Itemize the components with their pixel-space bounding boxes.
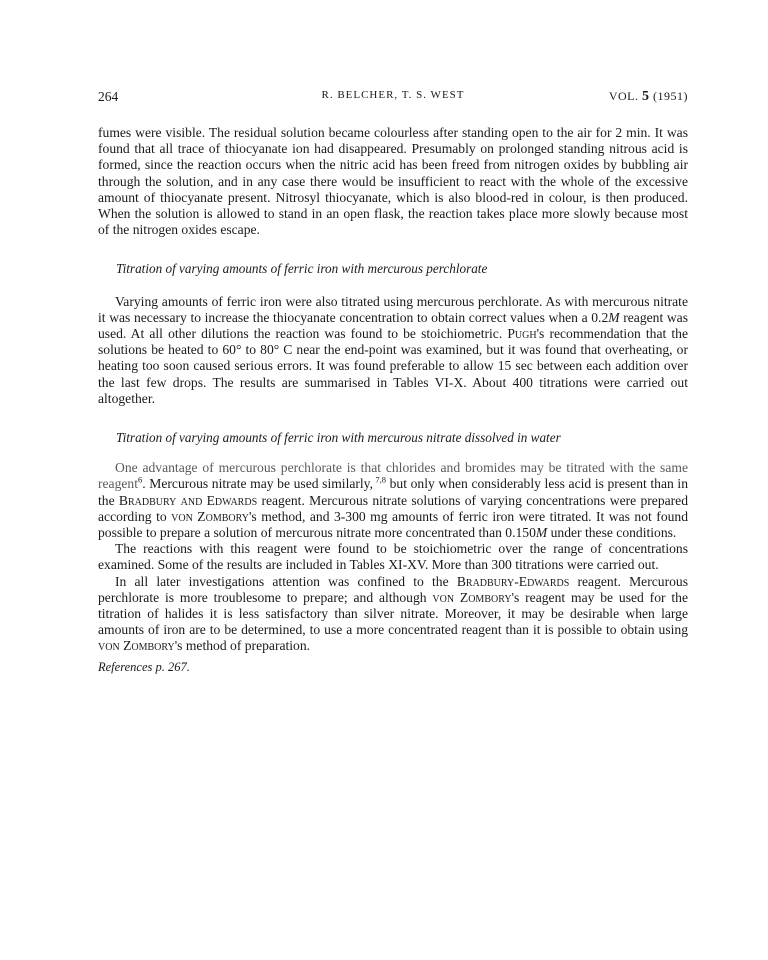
author-name-zombory-3: von Zombory xyxy=(98,638,175,654)
volume-prefix: VOL. xyxy=(608,89,639,103)
page-number: 264 xyxy=(98,89,119,104)
running-head-authors: R. BELCHER, T. S. WEST xyxy=(321,89,465,101)
author-name-zombory: von Zombory xyxy=(171,508,249,524)
volume-number: 5 xyxy=(642,89,650,104)
citation-6: 6 xyxy=(138,474,143,485)
perchlorate-paragraph: Varying amounts of ferric iron were also titrated using mercurous perchlorate. As with mercurous nitrate it was necessary to increase the thiocyanate concentration to obtain correct values when a 0.2M reagent was used. At all other dilutions the reaction was found to be stoichiometric. Pugh's recommendation that the solutions be heated to 60° to 80° C near the end-point was examined, but it was found that overheating, or heating too soon caused serious errors. It was found preferable to allow 15 sec between each addition over the last few drops. The results are summarised in Tables VI-X. About 400 titrations were carried out altogether. xyxy=(98,293,689,406)
nitrate-paragraph-3: In all later investigations attention was confined to the Bradbury-Edwards reagent. Mercurous perchlorate is more troublesome to prepare; and although von Zombory's reagent may be used for the titration of halides it is less satisfactory than silver nitrate. Moreover, it may be desirable when large amounts of iron are to be determined, to use a more concentrated reagent than it is possible to obtain using von Zombory's method of preparation. xyxy=(98,573,688,654)
citation-7-8: 7,8 xyxy=(373,474,386,485)
section-heading-perchlorate: Titration of varying amounts of ferric iron with mercurous perchlorate xyxy=(116,261,488,277)
running-head xyxy=(98,86,688,108)
volume-info xyxy=(609,89,688,105)
author-name-pugh: Pugh xyxy=(507,326,537,342)
author-name-bradbury-edwards: Bradbury and Edwards xyxy=(118,492,258,508)
page xyxy=(98,86,688,675)
section-heading-nitrate: Titration of varying amounts of ferric iron with mercurous nitrate dissolved in water xyxy=(116,430,561,446)
volume-year: (1951) xyxy=(653,89,688,103)
author-name-bradbury-edwards-2: Bradbury-Edwards xyxy=(456,573,570,589)
author-name-zombory-2: von Zombory xyxy=(432,589,512,605)
intro-paragraph: fumes were visible. The residual solution became colourless after standing open to the air for 2 min. It was found that all trace of thiocyanate ion had disappeared. Presumably on prolonged standing nitrous acid is formed, since the reaction occurs when the nitric acid has been freed from nitrogen oxides by bubbling air through the solution, and in any case there would be insufficient to react with the whole of the excessive amount of thiocyanate present. Nitrosyl thiocyanate, which is also blood-red in colour, is then produced. When the solution is allowed to stand in an open flask, the reaction takes place more slowly because most of the nitrogen oxides escape. xyxy=(98,125,688,238)
references-note: References p. 267. xyxy=(98,659,190,674)
nitrate-paragraph-2: The reactions with this reagent were found to be stoichiometric over the range of concentrations examined. Some of the results are included in Tables XI-XV. More than 300 titrations were carried out. xyxy=(98,541,688,573)
nitrate-paragraph-1: One advantage of mercurous perchlorate is that chlorides and bromides may be titrated with the same reagent$^6$. Mercurous nitrate may be used similarly, $^{7,8}$ but only when considerably less acid is present than in the Bradbury and Edwards reagent. Mercurous nitrate solutions of varying concentrations were prepared according to von Zombory's method, and 3-300 mg amounts of ferric iron were titrated. It was not found possible to prepare a solution of mercurous nitrate more concentrated than 0.150M under these conditions. xyxy=(98,460,689,541)
